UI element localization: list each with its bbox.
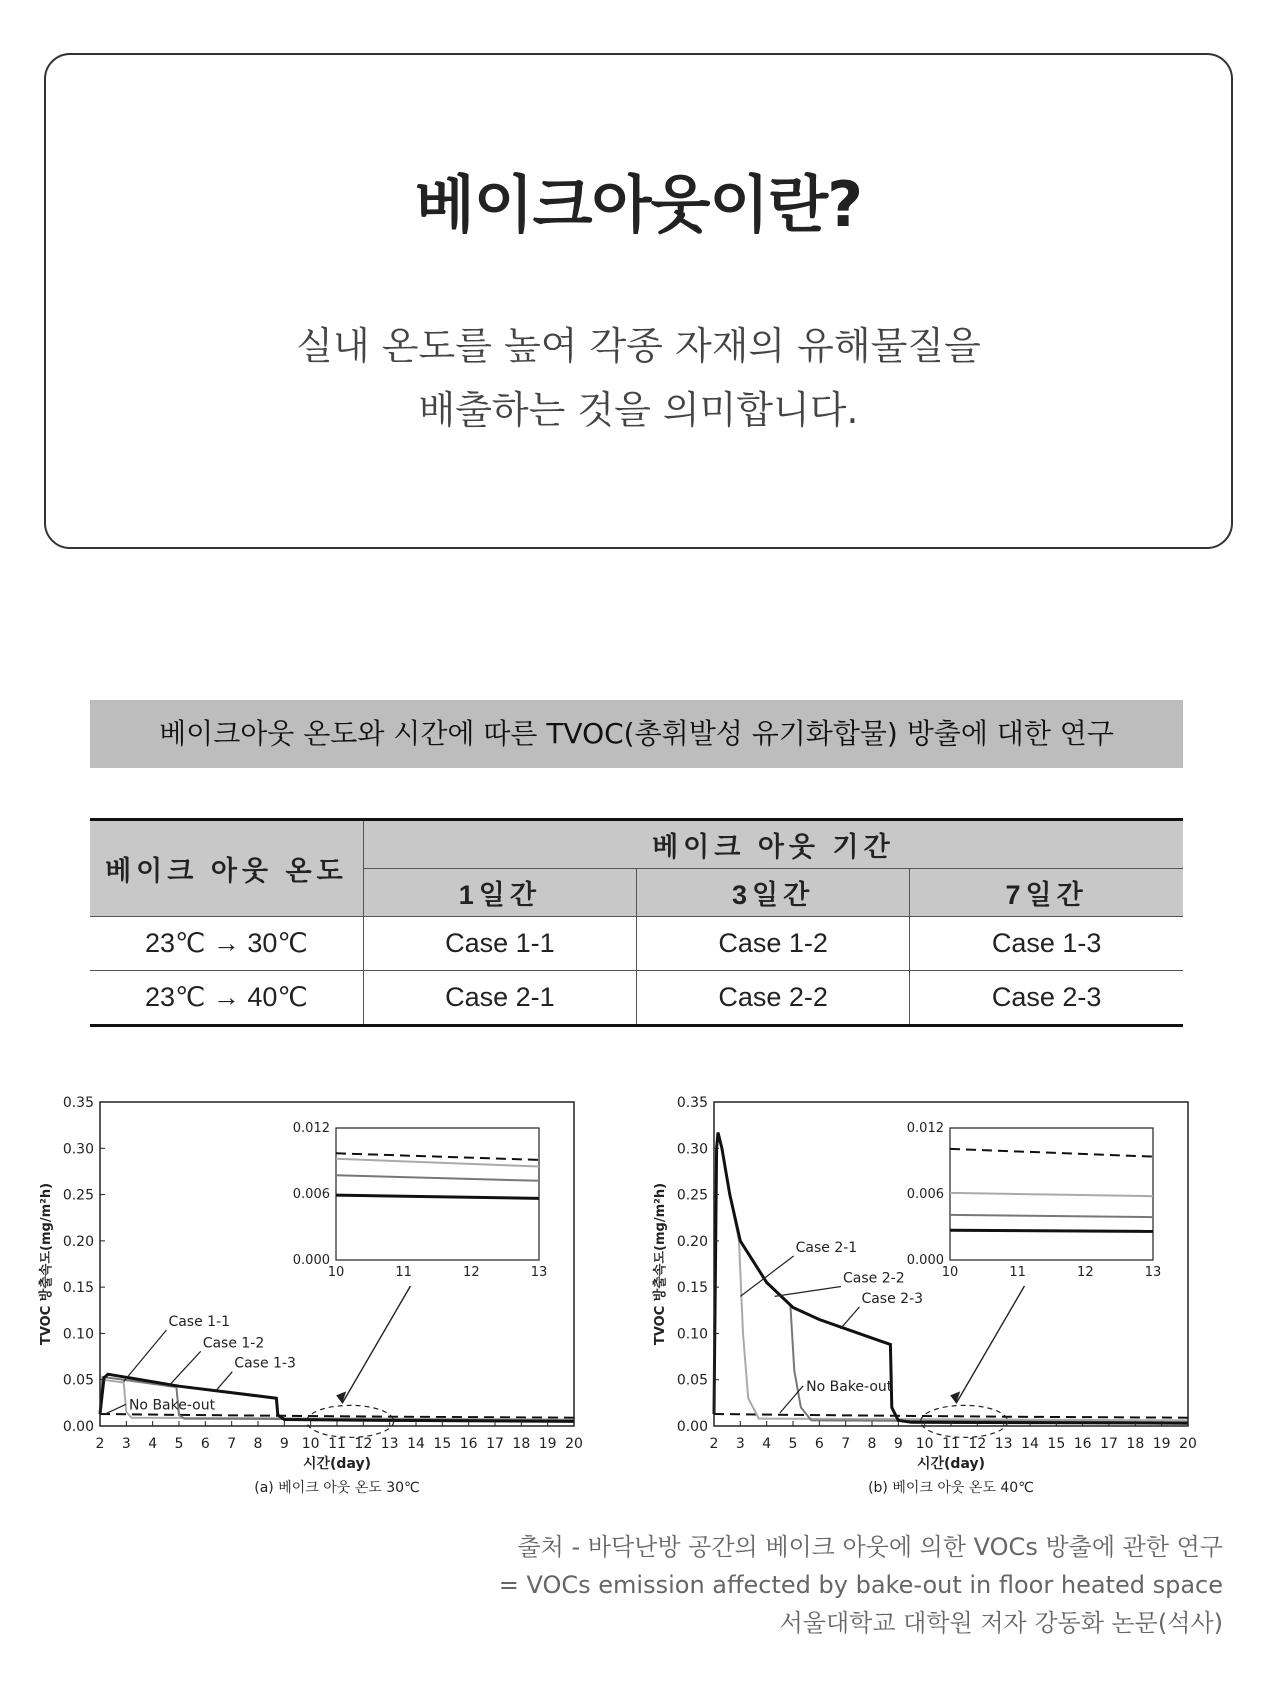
zoom-arrow: [956, 1286, 1024, 1403]
x-tick-label: 18: [1126, 1436, 1145, 1452]
x-tick-label: 2: [709, 1436, 719, 1452]
study-title-banner: 베이크아웃 온도와 시간에 따른 TVOC(총휘발성 유기화합물) 방출에 대한 연구: [90, 700, 1183, 768]
inset-x-tick-label: 11: [395, 1265, 412, 1280]
x-tick-label: 20: [565, 1436, 583, 1452]
x-tick-label: 14: [1021, 1436, 1039, 1452]
inset-frame: [336, 1128, 539, 1260]
x-tick-label: 15: [1047, 1436, 1066, 1452]
chart-caption: (a) 베이크 아웃 온도 30℃: [254, 1480, 420, 1496]
inset-x-tick-label: 11: [1009, 1265, 1026, 1280]
x-tick-label: 12: [968, 1436, 987, 1452]
y-tick-label: 0.00: [676, 1419, 708, 1435]
temp-cell: 23℃ → 40℃: [90, 971, 363, 1026]
y-tick-label: 0.10: [62, 1326, 94, 1343]
inset-series-line: [950, 1230, 1153, 1231]
x-tick-label: 17: [486, 1436, 504, 1452]
annotation-leader: [105, 1404, 126, 1414]
x-tick-label: 19: [1152, 1436, 1171, 1452]
inset-y-tick-label: 0.000: [906, 1253, 944, 1268]
y-tick-label: 0.20: [676, 1233, 708, 1250]
y-tick-label: 0.00: [62, 1419, 94, 1435]
inset-y-tick-label: 0.012: [906, 1121, 944, 1136]
x-tick-label: 17: [1100, 1436, 1118, 1452]
header-period: 베이크 아웃 기간: [363, 820, 1183, 869]
source-line: 출처 - 바닥난방 공간의 베이크 아웃에 의한 VOCs 방출에 관한 연구: [517, 1533, 1223, 1561]
source-citation: [499, 1528, 1223, 1642]
x-axis-label: 시간(day): [302, 1456, 372, 1472]
inset-y-tick-label: 0.012: [292, 1121, 330, 1136]
series-annotation: Case 2-1: [795, 1239, 858, 1256]
header-period-1: 1일간: [363, 869, 636, 917]
chart-30c: [36, 1080, 626, 1500]
x-tick-label: 2: [95, 1436, 105, 1452]
y-tick-label: 0.20: [62, 1233, 94, 1250]
y-axis-label: TVOC 방출속도(mg/m²h): [39, 1182, 54, 1346]
x-tick-label: 16: [1073, 1436, 1092, 1452]
series-annotation: Case 1-2: [202, 1335, 265, 1352]
intro-description: [46, 314, 1231, 442]
x-tick-label: 13: [380, 1436, 399, 1452]
table-header-row: [90, 820, 1183, 869]
y-tick-label: 0.35: [62, 1095, 94, 1111]
series-annotation: Case 2-3: [861, 1290, 924, 1307]
zoom-arrow: [342, 1286, 410, 1403]
x-tick-label: 4: [762, 1436, 772, 1452]
annotation-leader: [216, 1372, 232, 1391]
annotation-leader: [840, 1307, 859, 1329]
case-cell: Case 1-3: [910, 917, 1183, 971]
inset-x-tick-label: 13: [1144, 1265, 1162, 1280]
intro-box: [44, 53, 1233, 549]
x-tick-label: 15: [433, 1436, 452, 1452]
y-axis-label: TVOC 방출속도(mg/m²h): [653, 1182, 668, 1346]
y-tick-label: 0.30: [676, 1141, 708, 1158]
case-table: [90, 818, 1183, 1027]
x-tick-label: 9: [279, 1436, 289, 1452]
x-tick-label: 10: [301, 1436, 320, 1452]
x-tick-label: 19: [538, 1436, 557, 1452]
x-tick-label: 7: [227, 1436, 237, 1452]
header-period-3: 3일간: [637, 869, 910, 917]
y-tick-label: 0.05: [676, 1372, 708, 1389]
x-tick-label: 18: [512, 1436, 531, 1452]
series-line: [714, 1414, 1188, 1418]
case-cell: Case 2-2: [637, 971, 910, 1026]
x-tick-label: 3: [735, 1436, 745, 1452]
y-tick-label: 0.30: [62, 1141, 94, 1158]
x-tick-label: 4: [148, 1436, 158, 1452]
source-line: 서울대학교 대학원 저자 강동화 논문(석사): [779, 1609, 1223, 1637]
annotation-leader: [168, 1351, 200, 1386]
chart-40c: [650, 1080, 1240, 1500]
intro-desc-line: 배출하는 것을 의미합니다.: [418, 388, 859, 432]
header-period-7: 7일간: [910, 869, 1183, 917]
page-title: 베이크아웃이란?: [414, 168, 863, 241]
x-tick-label: 20: [1179, 1436, 1197, 1452]
inset-y-tick-label: 0.000: [292, 1253, 330, 1268]
y-tick-label: 0.25: [676, 1187, 708, 1204]
y-tick-label: 0.05: [62, 1372, 94, 1389]
series-annotation: Case 2-2: [843, 1270, 905, 1287]
series-annotation: Case 1-3: [234, 1355, 296, 1372]
table-row: [90, 917, 1183, 971]
x-tick-label: 3: [121, 1436, 131, 1452]
series-annotation: No Bake-out: [128, 1397, 216, 1414]
x-tick-label: 11: [942, 1436, 960, 1452]
x-tick-label: 6: [200, 1436, 210, 1452]
annotation-leader: [740, 1256, 793, 1296]
x-tick-label: 7: [841, 1436, 851, 1452]
x-tick-label: 6: [814, 1436, 824, 1452]
x-tick-label: 5: [788, 1436, 798, 1452]
y-tick-label: 0.25: [62, 1187, 94, 1204]
x-tick-label: 14: [407, 1436, 425, 1452]
inset-x-tick-label: 12: [463, 1265, 480, 1280]
y-tick-label: 0.10: [676, 1326, 708, 1343]
inset-x-tick-label: 10: [941, 1265, 959, 1280]
x-tick-label: 8: [253, 1436, 263, 1452]
inset-y-tick-label: 0.006: [906, 1187, 944, 1202]
source-line: = VOCs emission affected by bake-out in floor heated space: [498, 1571, 1223, 1599]
x-tick-label: 12: [354, 1436, 373, 1452]
y-tick-label: 0.15: [62, 1280, 94, 1297]
y-tick-label: 0.15: [676, 1280, 708, 1297]
chart-caption: (b) 베이크 아웃 온도 40℃: [868, 1480, 1034, 1496]
x-tick-label: 9: [893, 1436, 903, 1452]
inset-x-tick-label: 13: [530, 1265, 548, 1280]
x-tick-label: 16: [459, 1436, 478, 1452]
inset-x-tick-label: 12: [1077, 1265, 1094, 1280]
case-cell: Case 2-1: [363, 971, 636, 1026]
zoom-arrow-head: [950, 1391, 960, 1403]
table-row: [90, 971, 1183, 1026]
x-tick-label: 5: [174, 1436, 184, 1452]
case-cell: Case 1-2: [637, 917, 910, 971]
inset-x-tick-label: 10: [327, 1265, 345, 1280]
x-tick-label: 13: [994, 1436, 1013, 1452]
intro-desc-line: 실내 온도를 높여 각종 자재의 유해물질을: [296, 324, 981, 368]
annotation-leader: [124, 1330, 167, 1382]
x-axis-label: 시간(day): [916, 1456, 986, 1472]
y-tick-label: 0.35: [676, 1095, 708, 1111]
case-cell: Case 1-1: [363, 917, 636, 971]
temp-cell: 23℃ → 30℃: [90, 917, 363, 971]
inset-y-tick-label: 0.006: [292, 1187, 330, 1202]
case-cell: Case 2-3: [910, 971, 1183, 1026]
x-tick-label: 10: [915, 1436, 934, 1452]
annotation-leader: [775, 1287, 841, 1297]
zoom-arrow-head: [336, 1391, 346, 1403]
x-tick-label: 11: [328, 1436, 346, 1452]
series-annotation: No Bake-out: [806, 1378, 893, 1395]
series-annotation: Case 1-1: [168, 1314, 231, 1331]
x-tick-label: 8: [867, 1436, 877, 1452]
header-temperature: 베이크 아웃 온도: [90, 820, 363, 917]
